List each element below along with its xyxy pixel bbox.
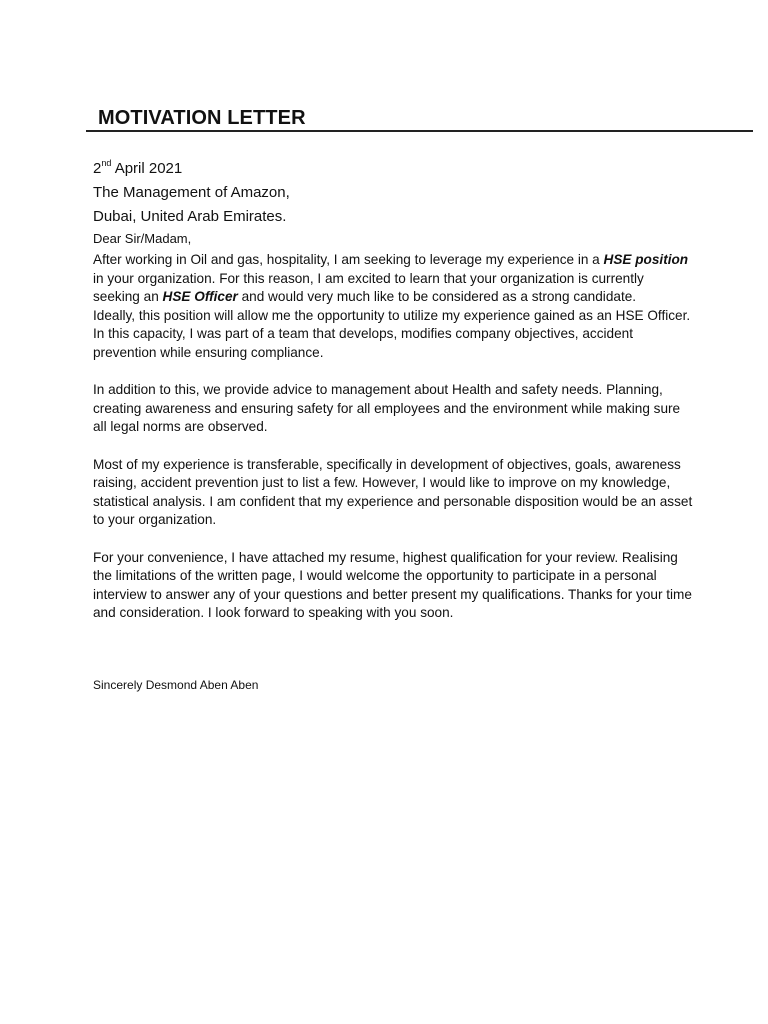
salutation: Dear Sir/Madam, <box>93 231 192 246</box>
paragraph-4: Most of my experience is transferable, specifically in development of objectives, goals, awareness raising, accident prevention just to list a few. However, I would like to improve on my knowledge, statistical analysis. I am confident that my experience and personable disposition would be an asset to your organization. <box>93 456 693 528</box>
paragraph-gap <box>93 530 693 549</box>
paragraph-3: In addition to this, we provide advice to management about Health and safety needs. Planning, creating awareness and ensuring safety for all employees and the environment while making sure all legal norms are observed. <box>93 382 681 435</box>
recipient-line-1: The Management of Amazon, <box>93 184 290 201</box>
paragraph-gap <box>93 363 693 382</box>
p1-text-b: in your organization. For this reason, I am excited to learn that your organization is currently seeking an <box>93 270 644 305</box>
date-suffix: nd <box>101 158 112 168</box>
letter-title: MOTIVATION LETTER <box>98 107 306 129</box>
p1-emphasis-hse-officer: HSE Officer <box>162 289 238 305</box>
p1-text-c: and would very much like to be considered as a strong candidate. <box>237 289 637 305</box>
paragraph-2: Ideally, this position will allow me the opportunity to utilize my experience gained as an HSE Officer. In this capacity, I was part of a team that develops, modifies company objectives, accident prevention while ensuring compliance. <box>93 307 691 360</box>
letter-date <box>93 160 182 177</box>
recipient-line-2: Dubai, United Arab Emirates. <box>93 208 287 225</box>
date-day: 2 <box>93 160 102 177</box>
p1-text-a: After working in Oil and gas, hospitality, I am seeking to leverage my experience in a <box>93 252 604 267</box>
p1-emphasis-hse-position: HSE position <box>603 252 689 267</box>
paragraph-5: For your convenience, I have attached my resume, highest qualification for your review. Realising the limitations of the written page, I would welcome the opportunity to participate in a personal interview to answer any of your questions and better present my qualifications. Thanks for your time and consideration. I look forward to speaking with you soon. <box>93 549 692 621</box>
signoff: Sincerely Desmond Aben Aben <box>93 678 259 692</box>
letter-body <box>93 251 693 623</box>
paragraph-gap <box>93 437 693 456</box>
title-underline <box>86 130 753 132</box>
paragraph-1 <box>93 251 693 307</box>
date-month-year: April 2021 <box>111 160 183 177</box>
